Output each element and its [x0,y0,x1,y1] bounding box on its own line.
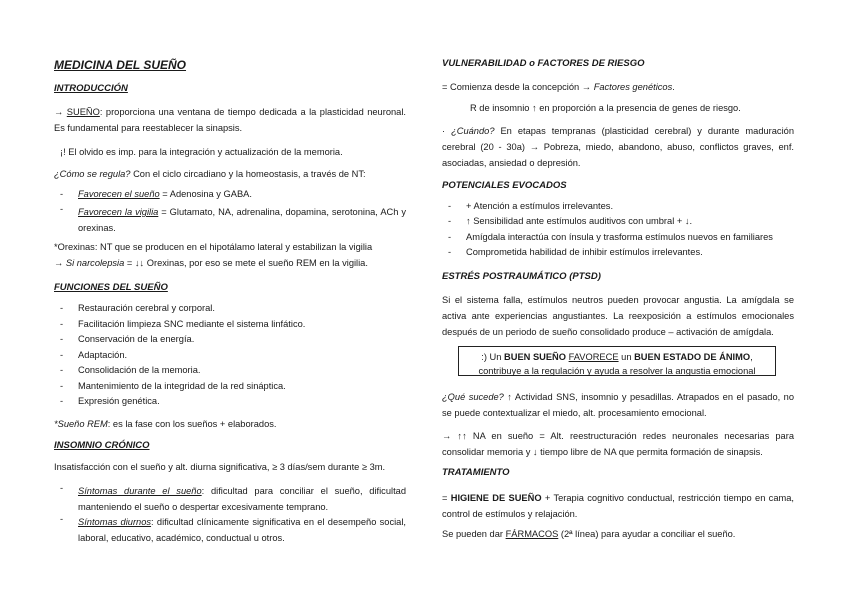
when-text: En etapas tempranas (plasticidad cerebral) y durante maduración cerebral (20 - 30a) → Pobreza, miedo, abandono, abuso, conflictos graves, enf. asociadas, ansiedad o depresión. [442,126,794,168]
farmacos-text: (2ª línea) para ayudar a conciliar el sueño. [558,529,736,539]
favorece: FAVORECE [568,352,619,362]
narcolepsia-text: = ↓↓ Orexinas, por eso se mete el sueño REM en la vigilia. [124,258,368,268]
un: un [618,352,635,362]
narcolepsia-label: Si narcolepsia [65,258,125,268]
equals: = [442,493,451,503]
item-label: Síntomas durante el sueño [78,486,202,496]
item-text: : dificultad para conciliar el sueño, dificultad manteniendo el sueño o despertar excesivamente temprano. [78,486,406,512]
box-line-2: contribuye a la regulación y ayuda a resolver la angustia emocional [478,366,756,376]
ptsd-paragraph: Si el sistema falla, estímulos neutros pueden provocar angustia. La amígdala se activa ante experiencias angustiantes. La reexposición a estímulos emocionales después de un periodo de sueño consolidado produce – activación de amígdala. [442,295,794,337]
heading-tratamiento: TRATAMIENTO [442,467,510,478]
list-item: - Síntomas durante el sueño: dificultad para conciliar el sueño, dificultad manteniendo el sueño o despertar excesivamente temprano. [60,483,406,512]
document-title: MEDICINA DEL SUEÑO [54,58,187,72]
heading-funciones: FUNCIONES DEL SUEÑO [54,282,168,293]
que-sucede-paragraph [442,389,794,421]
rem-label: *Sueño REM [54,419,108,429]
item-label: Síntomas diurnos [78,517,152,527]
narcolepsia-note [54,258,368,270]
highlight-box [458,346,776,376]
sueno-term: SUEÑO [66,107,100,117]
intro-text: : proporciona una ventana de tiempo dedicada a la plasticidad neuronal. Es fundamental para reestablecer la sinapsis. [54,107,406,133]
list-item: - Síntomas diurnos: dificultad clínicamente significativa en el desempeño social, laboral, educativo, académico, conductual u otros. [60,514,406,543]
heading-introduccion: INTRODUCCIÓN [54,83,128,94]
intro-paragraph [54,104,406,136]
farmacos-pre: Se pueden dar [442,529,506,539]
item-text: = Adenosina y GABA. [159,189,252,199]
item-label: Favorecen el sueño [78,189,160,199]
arrow-icon: → [54,258,66,268]
que-sucede-text: ↑ Actividad SNS, insomnio y pesadillas. Atrapados en el pasado, no se puede contextualizar el miedo, alt. procesamiento emocional. [442,392,795,418]
item-text: = Glutamato, NA, adrenalina, dopamina, serotonina, ACh y orexinas. [78,207,407,233]
arrow-icon: → [54,107,64,117]
item-text: : dificultad clínicamente significativa en el desempeño social, laboral, educativo, académico, conductual u otros. [78,517,406,543]
que-sucede-label: ¿Qué sucede? [442,392,504,402]
box-line-1 [459,350,775,364]
question-label: ¿Cómo se regula? [54,169,131,179]
item-label: Favorecen la vigilia [78,207,159,217]
rem-text: : es la fase con los sueños + elaborados. [107,419,277,429]
higiene-sueno: HIGIENE DE SUEÑO [450,493,542,503]
buen-estado: BUEN ESTADO DE ÁNIMO [634,352,751,362]
heading-vulnerabilidad: VULNERABILIDAD o FACTORES DE RIESGO [442,58,645,69]
period: . [672,82,675,92]
bullet-dot: · [442,126,452,136]
heading-potenciales: POTENCIALES EVOCADOS [442,180,567,191]
insomnio-definition: Insatisfacción con el sueño y alt. diurna significativa, ≥ 3 días/sem durante ≥ 3m. [54,462,386,472]
factores-geneticos: Factores genéticos [593,82,673,92]
farmacos-line [442,529,735,541]
na-paragraph: → ↑↑ NA en sueño = Alt. reestructuración redes neuronales necesarias para consolidar memoria y ↓ tiempo libre de NA que permita formación de sinapsis. [442,431,794,457]
vuln-text: = Comienza desde la concepción → [442,82,594,92]
heading-insomnio: INSOMNIO CRÓNICO [54,440,150,451]
tratamiento-paragraph [442,490,794,522]
vuln-line-2: R de insomnio ↑ en proporción a la presencia de genes de riesgo. [470,103,741,113]
when-label: ¿Cuándo? [451,126,495,136]
tratamiento-text: + Terapia cognitivo conductual, restricción tiempo en cama, control de estímulos y relajación. [442,493,794,519]
olvido-note: ¡! El olvido es imp. para la integración y actualización de la memoria. [60,147,343,157]
regulation-question [54,169,366,181]
farmacos-term: FÁRMACOS [505,529,559,539]
list-item: - Favorecen la vigilia = Glutamato, NA, adrenalina, dopamina, serotonina, ACh y orexinas. [60,204,407,233]
smiley: :) Un [481,352,505,362]
question-text: Con el ciclo circadiano y la homeostasis, a través de NT: [130,169,366,179]
buen-sueno: BUEN SUEÑO [504,352,567,362]
orexinas-note: *Orexinas: NT que se producen en el hipotálamo lateral y estabilizan la vigilia [54,242,373,252]
vuln-when-paragraph [442,123,794,171]
comma: , [750,352,753,362]
rem-note [54,419,277,431]
vuln-line-1 [442,82,675,94]
heading-ptsd: ESTRÉS POSTRAUMÁTICO (PTSD) [442,271,601,282]
